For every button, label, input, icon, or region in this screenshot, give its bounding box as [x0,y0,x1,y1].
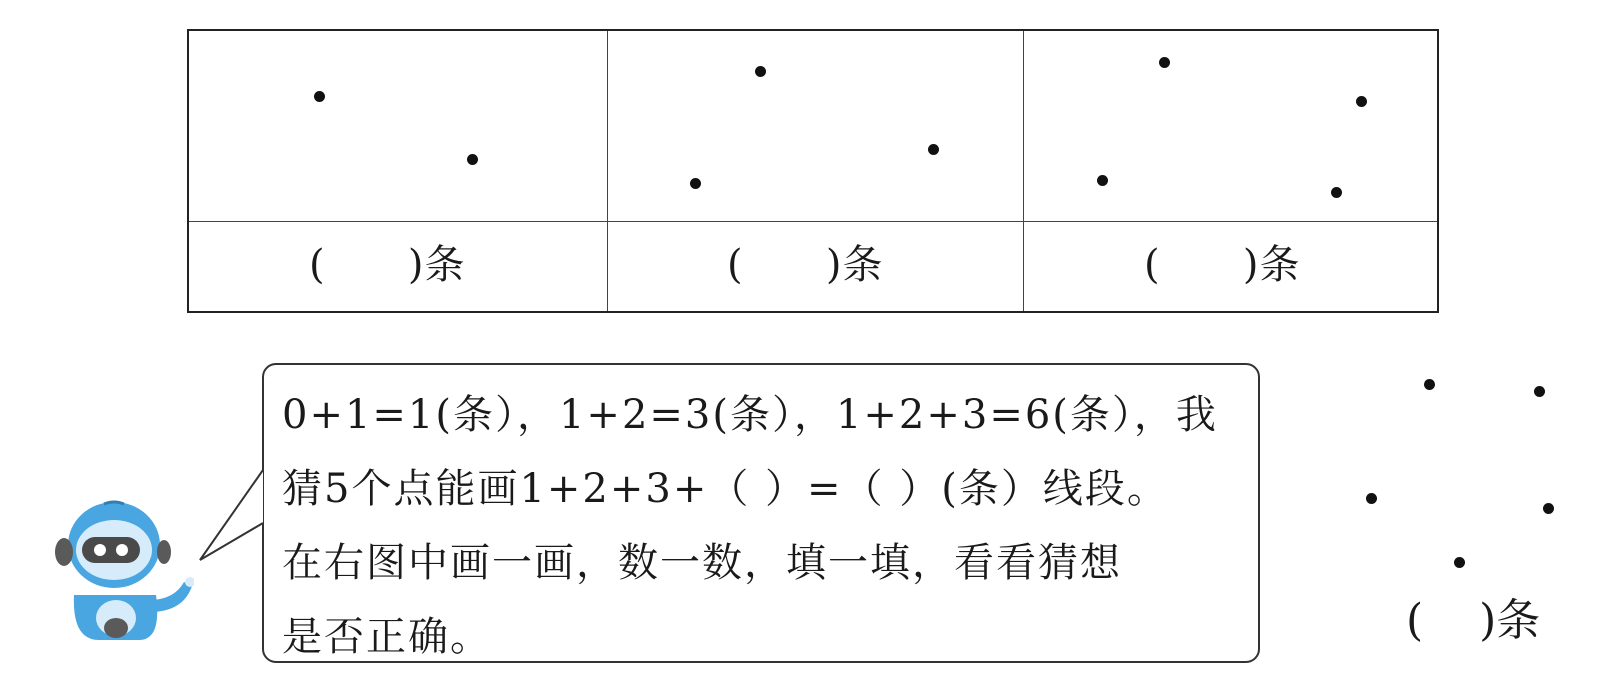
point [1424,379,1435,390]
point [1159,57,1170,68]
point [1454,557,1465,568]
point [467,154,478,165]
point [1356,96,1367,107]
point [1534,386,1545,397]
point [690,178,701,189]
bubble-line-3: 在右图中画一画，数一数，填一填，看看猜想 [282,540,1122,586]
answer-blank-5-points[interactable]: ( )条 [1406,595,1541,646]
robot-mascot-icon [44,500,194,640]
point [314,91,325,102]
point [1543,503,1554,514]
answer-blank-2[interactable]: ( )条 [727,242,884,288]
point [1366,493,1377,504]
column-divider [1023,31,1024,311]
point [1097,175,1108,186]
answer-blank-3[interactable]: ( )条 [1144,242,1301,288]
point [755,66,766,77]
point [928,144,939,155]
column-divider [607,31,608,311]
dots-table [187,29,1439,313]
row-divider [189,221,1437,222]
bubble-line-4: 是否正确。 [282,614,492,660]
answer-blank-1[interactable]: ( )条 [309,242,466,288]
speech-bubble-text [282,378,1242,674]
bubble-line-1: 0+1=1(条），1+2=3(条），1+2+3=6(条），我 [282,392,1218,438]
bubble-line-2[interactable]: 猜5个点能画1+2+3+（ ）=（ ）(条）线段。 [282,466,1169,512]
point [1331,187,1342,198]
